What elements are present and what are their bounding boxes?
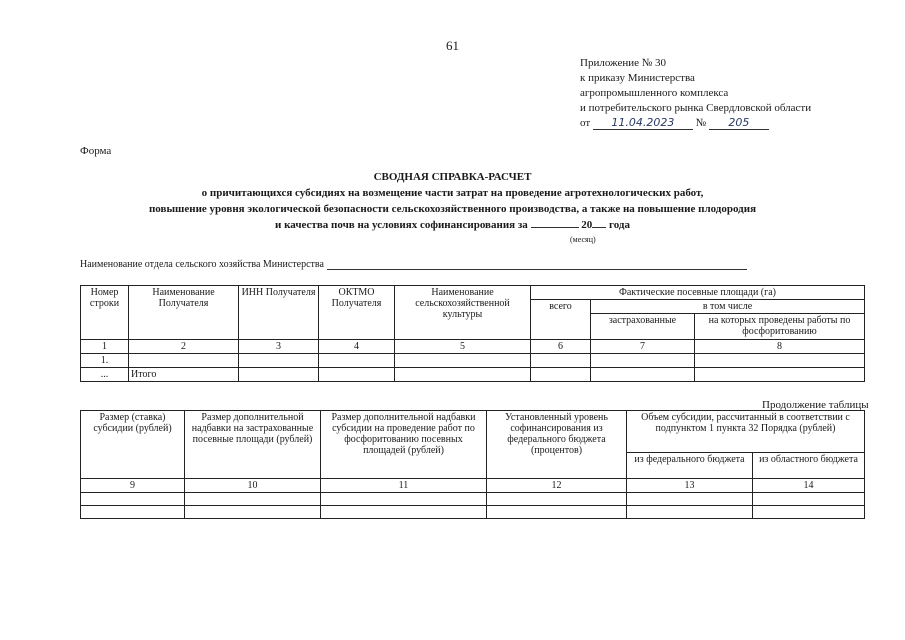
colnum-1: 1 — [81, 340, 129, 354]
title-year-prefix: 20 — [581, 219, 593, 231]
table-row — [81, 506, 865, 519]
appendix-line-2: к приказу Министерства — [580, 72, 695, 84]
year-blank — [592, 227, 606, 228]
dept-line — [80, 259, 747, 270]
number-prefix: № — [695, 117, 707, 129]
table-row-colnums — [81, 479, 865, 493]
table-subsidy — [80, 410, 865, 519]
continuation-label: Продолжение таблицы — [762, 399, 869, 411]
colnum-7: 7 — [591, 340, 695, 354]
th-insured: застрахованные — [591, 314, 695, 340]
th-regional: из областного бюджета — [753, 453, 865, 479]
th-total: всего — [531, 300, 591, 340]
colnum-3: 3 — [239, 340, 319, 354]
table-row — [81, 354, 865, 368]
appendix-line-3: агропромышленного комплекса — [580, 87, 729, 99]
appendix-date-line — [580, 116, 811, 131]
title-line-4-start: и качества почв на условиях софинансирования за — [275, 219, 528, 231]
appendix-line-1: Приложение № 30 — [580, 57, 667, 69]
table-areas — [80, 285, 865, 382]
date-handwritten: 11.04.2023 — [593, 117, 693, 130]
row-number: ... — [81, 368, 129, 382]
dept-label: Наименование отдела сельского хозяйства Министерства — [80, 259, 324, 270]
th-including: в том числе — [591, 300, 865, 314]
th-crop: Наименование сельскохозяйственной культуры — [395, 286, 531, 340]
title-line-3: повышение уровня экологической безопасности сельскохозяйственного производства, а также на повышение плодородия — [148, 203, 757, 215]
row-number: 1. — [81, 354, 129, 368]
title-line-2: о причитающихся субсидиях на возмещение части затрат на проведение агротехнологических работ, — [201, 187, 704, 199]
number-handwritten: 205 — [709, 117, 769, 130]
title-main: СВОДНАЯ СПРАВКА-РАСЧЕТ — [373, 171, 532, 183]
colnum-12: 12 — [487, 479, 627, 493]
colnum-5: 5 — [395, 340, 531, 354]
th-federal: из федерального бюджета — [627, 453, 753, 479]
form-label: Форма — [80, 145, 112, 157]
colnum-11: 11 — [321, 479, 487, 493]
appendix-line-4: и потребительского рынка Свердловской области — [580, 102, 812, 114]
colnum-4: 4 — [319, 340, 395, 354]
th-oktmo: ОКТМО Получателя — [319, 286, 395, 340]
document-title — [0, 169, 905, 233]
colnum-10: 10 — [185, 479, 321, 493]
th-recipient: Наименование Получателя — [129, 286, 239, 340]
th-cofin: Установленный уровень софинансирования из федерального бюджета (процентов) — [487, 411, 627, 479]
th-number: Номер строки — [81, 286, 129, 340]
th-volume: Объем субсидии, рассчитанный в соответствии с подпунктом 1 пункта 32 Порядка (рублей) — [627, 411, 865, 453]
colnum-9: 9 — [81, 479, 185, 493]
th-rate: Размер (ставка) субсидии (рублей) — [81, 411, 185, 479]
appendix-block — [580, 56, 811, 131]
th-inn: ИНН Получателя — [239, 286, 319, 340]
table-row — [81, 493, 865, 506]
title-line-4-end: года — [609, 219, 630, 231]
total-label: Итого — [129, 368, 239, 382]
page-number: 61 — [446, 38, 459, 53]
th-add-phosph: Размер дополнительной надбавки субсидии на проведение работ по фосфоритованию посевных площадей (рублей) — [321, 411, 487, 479]
th-phosph: на которых проведены работы по фосфоритованию — [695, 314, 865, 340]
th-areas: Фактические посевные площади (га) — [531, 286, 865, 300]
colnum-8: 8 — [695, 340, 865, 354]
colnum-2: 2 — [129, 340, 239, 354]
title-line-4 — [0, 217, 905, 233]
colnum-14: 14 — [753, 479, 865, 493]
table-row-colnums — [81, 340, 865, 354]
month-blank — [531, 227, 579, 228]
colnum-6: 6 — [531, 340, 591, 354]
colnum-13: 13 — [627, 479, 753, 493]
th-add-insured: Размер дополнительной надбавки на застрахованные посевные площади (рублей) — [185, 411, 321, 479]
dept-fill-line — [327, 269, 747, 270]
date-prefix: от — [580, 117, 591, 129]
month-caption: (месяц) — [570, 235, 596, 244]
table-row-total — [81, 368, 865, 382]
